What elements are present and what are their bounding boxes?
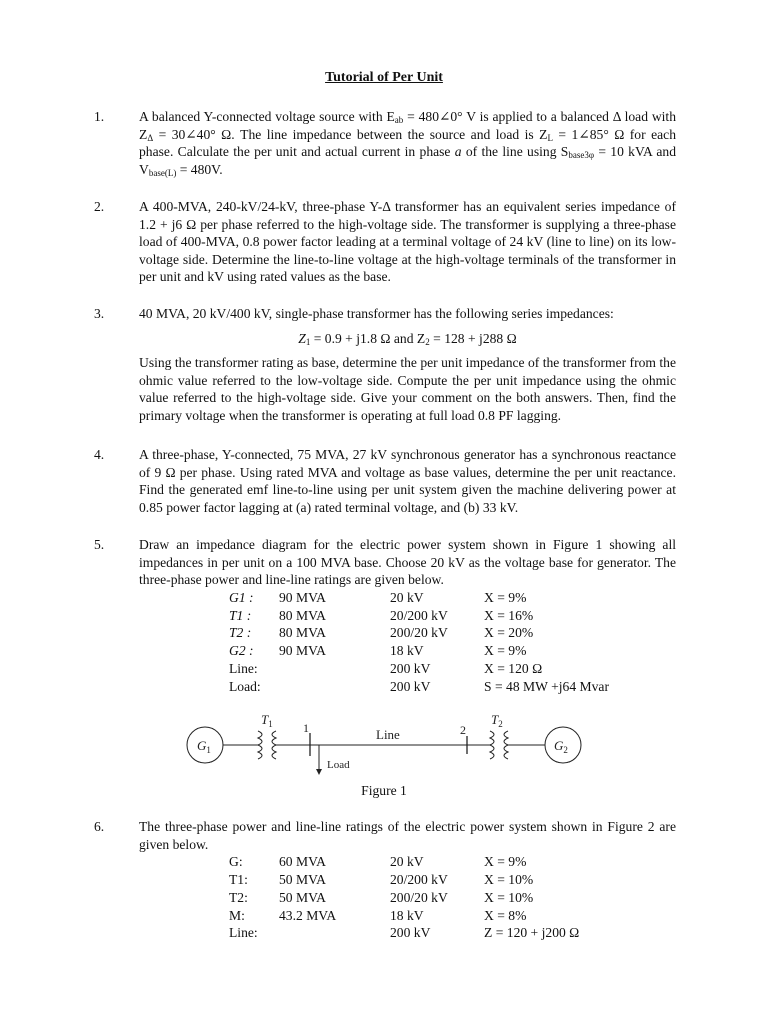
table-row: G2 : 90 MVA 18 kV X = 9%	[229, 643, 527, 659]
problem-4	[94, 446, 676, 516]
table-row: Line: 200 kV Z = 120 + j200 Ω	[229, 925, 580, 941]
ratings-table	[229, 589, 609, 696]
bus-1-label: 1	[303, 721, 309, 735]
problem-number: 3.	[94, 306, 105, 321]
ratings-table	[229, 853, 579, 942]
problem-number: 5.	[94, 537, 105, 552]
load-arrow-icon	[316, 769, 322, 775]
load-label: Load	[327, 759, 350, 771]
problem-text: A three-phase, Y-connected, 75 MVA, 27 kV synchronous generator has a synchronous reactance of 9 Ω per phase. Using rated MVA and voltage as base values, determine the per unit reactance. Find the generated emf line-to-line using per unit system given the machine delivering power at 0.85 power factor lagging at (a) rated terminal voltage, and (b) 33 kV.	[139, 447, 676, 515]
t1-label: $T_1$	[261, 712, 273, 729]
g1-label: $G_1$	[197, 738, 211, 755]
problem-text: A balanced Y-connected voltage source with $E_{ab}$ = 480∠0° V is applied to a balanced Δ load with $Z_\Delta$ = 30∠40° Ω. The line impedance between the source and load is $Z_L$ = 1∠85° Ω for each phase. Calculate the per unit and actual current in phase a of the line using $S_{base3\varphi} = 10$ kVA and $V_{base(L)} = 480V$.	[139, 109, 676, 178]
t2-label: $T_2$	[491, 712, 503, 729]
transformer-t1-secondary	[272, 731, 276, 759]
table-row: T2: 50 MVA 200/20 kV X = 10%	[229, 889, 534, 905]
figure-1-diagram	[180, 712, 590, 778]
table-row: T1: 50 MVA 20/200 kV X = 10%	[229, 871, 534, 887]
problem-text: 40 MVA, 20 kV/400 kV, single-phase transformer has the following series impedances: $Z_1 = 0.9 + j1.8$ Ω and $Z_2 = 128 + j288$ Ω Using the transformer rating as base, determine the per unit impedance of the transformer from the ohmic value referred to the low-voltage side. Compute the per unit impedance using the ohmic value referred to the high-voltage side. Give your comment on the both answers. Then, find the primary voltage when the transformer is operating at full load 0.8 PF lagging.	[139, 306, 676, 423]
problem-2	[94, 198, 676, 286]
problem-number: 2.	[94, 199, 105, 214]
problem-text: The three-phase power and line-line ratings of the electric power system shown in Figure 2 are given below. G: 60 MVA 20 kV X = 9% T1: 50 MVA 20/200 kV X = 10% T2: 50 MVA 200/20 kV X = 10% M: 43.2 MVA 18 kV X = 8% Line: 200 kV Z = 120 + j200 Ω	[139, 819, 676, 941]
table-row: T2 : 80 MVA 200/20 kV X = 20%	[229, 625, 534, 641]
transformer-t2-primary	[490, 731, 494, 759]
bus-2-label: 2	[460, 723, 466, 737]
problem-1	[94, 108, 676, 178]
problem-6	[94, 818, 676, 942]
transformer-t2-secondary	[504, 731, 508, 759]
line-label: Line	[376, 727, 400, 742]
impedance-equation: $Z_1 = 0.9 + j1.8$ Ω and $Z_2 = 128 + j288$ Ω	[298, 330, 517, 347]
document-title: Tutorial of Per Unit	[325, 70, 443, 85]
table-row: T1 : 80 MVA 20/200 kV X = 16%	[229, 607, 534, 623]
figure-1-caption: Figure 1	[361, 783, 407, 798]
problem-text: A 400-MVA, 240-kV/24-kV, three-phase Y-Δ transformer has an equivalent series impedance of 1.2 + j6 Ω per phase referred to the high-voltage side. The transformer is supplying a three-phase load of 400-MVA, 0.8 power factor leading at a terminal voltage of 24 kV (line to line) on its low-voltage side. Determine the line-to-line voltage at the high-voltage terminals of the transformer in per unit and kV using rated values as the base.	[139, 199, 676, 285]
problem-3	[94, 305, 676, 425]
table-row: G: 60 MVA 20 kV X = 9%	[229, 854, 527, 870]
problem-number: 1.	[94, 109, 105, 124]
table-row: Line: 200 kV X = 120 Ω	[229, 660, 543, 676]
problem-number: 6.	[94, 819, 105, 834]
problem-5	[94, 536, 676, 696]
problem-text: Draw an impedance diagram for the electric power system shown in Figure 1 showing all impedances in per unit on a 100 MVA base. Choose 20 kV as the voltage base for generator. The three-phase power and line-line ratings are given below. G1 : 90 MVA 20 kV X = 9% T1 : 80 MVA 20/200 kV X = 16% T2 : 80 MVA 200/20 kV X = 20% G2 : 90 MVA 18 kV X = 9% Line: 200 kV X = 120 Ω Load: 200 kV S = 48 MW +j64 Mvar	[139, 537, 676, 694]
problem-number: 4.	[94, 447, 105, 462]
table-row: G1 : 90 MVA 20 kV X = 9%	[229, 589, 527, 605]
g2-label: $G_2$	[554, 738, 568, 755]
table-row: M: 43.2 MVA 18 kV X = 8%	[229, 907, 527, 923]
transformer-t1-primary	[258, 731, 262, 759]
table-row: Load: 200 kV S = 48 MW +j64 Mvar	[229, 678, 609, 694]
